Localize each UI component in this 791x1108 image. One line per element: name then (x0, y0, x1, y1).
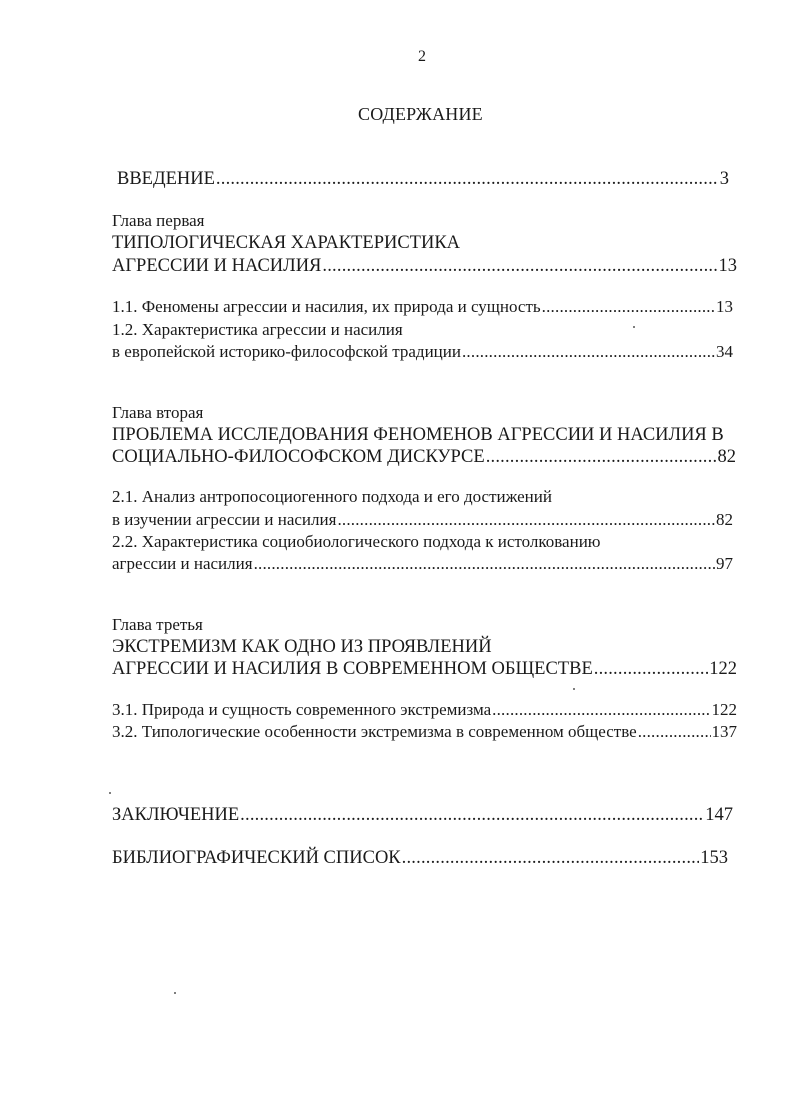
chapter2-title-line1: ПРОБЛЕМА ИССЛЕДОВАНИЯ ФЕНОМЕНОВ АГРЕССИИ И НАСИЛИЯ В (112, 425, 724, 445)
toc-entry-page: 153 (700, 848, 728, 868)
toc-entry-label: АГРЕССИИ И НАСИЛИЯ В СОВРЕМЕННОМ ОБЩЕСТВЕ (112, 659, 593, 679)
toc-entry-chapter2[interactable] (112, 446, 736, 468)
toc-entry-chapter3[interactable] (112, 658, 737, 680)
chapter3-heading: Глава третья (112, 615, 203, 634)
chapter1-title-line1: ТИПОЛОГИЧЕСКАЯ ХАРАКТЕРИСТИКА (112, 233, 461, 253)
toc-entry-label: 3.1. Природа и сущность современного экстремизма (112, 700, 492, 719)
toc-entry-label: АГРЕССИИ И НАСИЛИЯ (112, 256, 322, 276)
toc-entry-page: 147 (705, 805, 733, 825)
toc-entry-label: 3.2. Типологические особенности экстремизма в современном обществе (112, 722, 637, 741)
toc-entry-label: 1.1. Феномены агрессии и насилия, их природа и сущность (112, 297, 541, 316)
toc-entry-2-1[interactable] (112, 510, 733, 530)
toc-entry-bibliography[interactable] (112, 847, 728, 869)
toc-entry-page: 122 (711, 700, 737, 719)
toc-entry-page: 82 (716, 510, 733, 529)
toc-entry-page: 122 (709, 659, 737, 679)
scan-speck (573, 688, 575, 690)
scan-speck (174, 992, 176, 994)
toc-entry-label: ЗАКЛЮЧЕНИЕ (112, 805, 240, 825)
toc-entry-2-2-line1: 2.2. Характеристика социобиологического подхода к истолкованию (112, 532, 601, 551)
toc-entry-page: 13 (716, 297, 733, 316)
leader-dots (542, 297, 715, 317)
leader-dots (254, 554, 715, 574)
leader-dots (402, 847, 700, 869)
toc-entry-label: ВВЕДЕНИЕ (117, 169, 215, 189)
leader-dots (492, 700, 710, 720)
chapter2-heading: Глава вторая (112, 403, 204, 422)
toc-entry-page: 97 (716, 554, 733, 573)
toc-entry-label: в европейской историко-философской традиции (112, 342, 461, 361)
toc-entry-chapter1[interactable] (112, 255, 737, 277)
toc-entry-page: 137 (711, 722, 737, 741)
leader-dots (322, 255, 717, 277)
leader-dots (240, 804, 704, 826)
toc-entry-2-2[interactable] (112, 554, 733, 574)
toc-entry-conclusion[interactable] (112, 804, 733, 826)
leader-dots (638, 722, 711, 742)
leader-dots (594, 658, 709, 680)
toc-entry-page: 34 (716, 342, 733, 361)
toc-entry-label: в изучении агрессии и насилия (112, 510, 337, 529)
leader-dots (216, 168, 719, 190)
toc-entry-label: БИБЛИОГРАФИЧЕСКИЙ СПИСОК (112, 848, 401, 868)
toc-entry-3-1[interactable] (112, 700, 737, 720)
toc-entry-page: 13 (718, 256, 737, 276)
leader-dots (337, 510, 715, 530)
toc-entry-3-2[interactable] (112, 722, 737, 742)
toc-entry-label: СОЦИАЛЬНО-ФИЛОСОФСКОМ ДИСКУРСЕ (112, 447, 485, 467)
page-number: 2 (418, 48, 426, 65)
toc-entry-page: 3 (719, 169, 729, 189)
scan-speck (633, 326, 635, 328)
toc-entry-intro[interactable] (117, 168, 729, 190)
leader-dots (486, 446, 717, 468)
scan-speck (109, 792, 111, 794)
page-title: СОДЕРЖАНИЕ (358, 104, 483, 124)
toc-entry-2-1-line1: 2.1. Анализ антропосоциогенного подхода и его достижений (112, 487, 552, 506)
toc-entry-1-2-line1: 1.2. Характеристика агрессии и насилия (112, 320, 403, 339)
leader-dots (462, 342, 715, 362)
toc-entry-1-2[interactable] (112, 342, 733, 362)
toc-entry-1-1[interactable] (112, 297, 733, 317)
toc-entry-label: агрессии и насилия (112, 554, 253, 573)
chapter1-heading: Глава первая (112, 211, 205, 230)
chapter3-title-line1: ЭКСТРЕМИЗМ КАК ОДНО ИЗ ПРОЯВЛЕНИЙ (112, 637, 492, 657)
toc-entry-page: 82 (717, 447, 736, 467)
